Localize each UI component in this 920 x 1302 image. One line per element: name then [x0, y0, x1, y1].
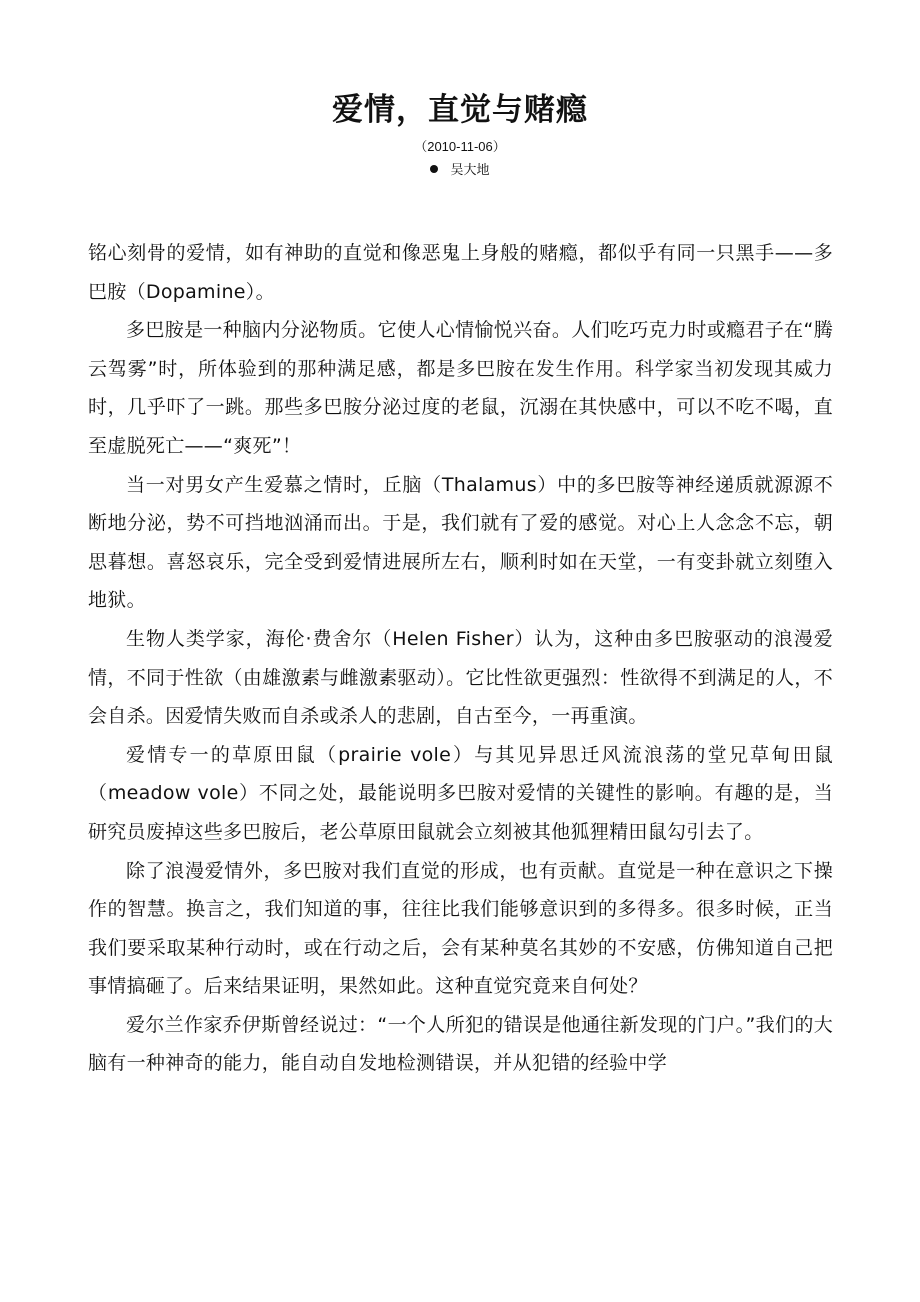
article-author: 吴大地: [450, 163, 490, 178]
paragraph: 多巴胺是一种脑内分泌物质。它使人心情愉悦兴奋。人们吃巧克力时或瘾君子在“腾云驾雾”时，所体验到的那种满足感，都是多巴胺在发生作用。科学家当初发现其威力时，几乎吓了一跳。那些多巴胺分泌过度的老鼠，沉溺在其快感中，可以不吃不喝，直至虚脱死亡——“爽死”！: [88, 319, 833, 457]
paragraph: 除了浪漫爱情外，多巴胺对我们直觉的形成，也有贡献。直觉是一种在意识之下操作的智慧。换言之，我们知道的事，往往比我们能够意识到的多得多。很多时候，正当我们要采取某种行动时，或在行动之后，会有某种莫名其妙的不安感，仿佛知道自己把事情搞砸了。后来结果证明，果然如此。这种直觉究竟来自何处？: [88, 859, 833, 998]
article-date: （2010-11-06）: [414, 139, 506, 154]
article-title: 爱情，直觉与赌瘾: [332, 92, 588, 128]
paragraph: 爱尔兰作家乔伊斯曾经说过：“一个人所犯的错误是他通往新发现的门户。”我们的大脑有一种神奇的能力，能自动自发地检测错误，并从犯错的经验中学: [88, 1013, 833, 1075]
article-body: [88, 234, 833, 1083]
article-author-line: [0, 162, 920, 180]
paragraph: 当一对男女产生爱慕之情时，丘脑（Thalamus）中的多巴胺等神经递质就源源不断地分泌，势不可挡地汹涌而出。于是，我们就有了爱的感觉。对心上人念念不忘，朝思暮想。喜怒哀乐，完全受到爱情进展所左右，顺利时如在天堂，一有变卦就立刻堕入地狱。: [88, 473, 833, 612]
paragraph: 生物人类学家，海伦·费舍尔（Helen Fisher）认为，这种由多巴胺驱动的浪漫爱情，不同于性欲（由雄激素与雌激素驱动）。它比性欲更强烈：性欲得不到满足的人，不会自杀。因爱情失败而自杀或杀人的悲剧，自古至今，一再重演。: [88, 627, 833, 728]
paragraph: 爱情专一的草原田鼠（prairie vole）与其见异思迁风流浪荡的堂兄草甸田鼠（meadow vole）不同之处，最能说明多巴胺对爱情的关键性的影响。有趣的是，当研究员废掉这些多巴胺后，老公草原田鼠就会立刻被其他狐狸精田鼠勾引去了。: [88, 743, 833, 843]
paragraph: 铭心刻骨的爱情，如有神助的直觉和像恶鬼上身般的赌瘾，都似乎有同一只黑手——多巴胺（Dopamine）。: [88, 242, 833, 303]
bullet-icon: [430, 165, 438, 173]
